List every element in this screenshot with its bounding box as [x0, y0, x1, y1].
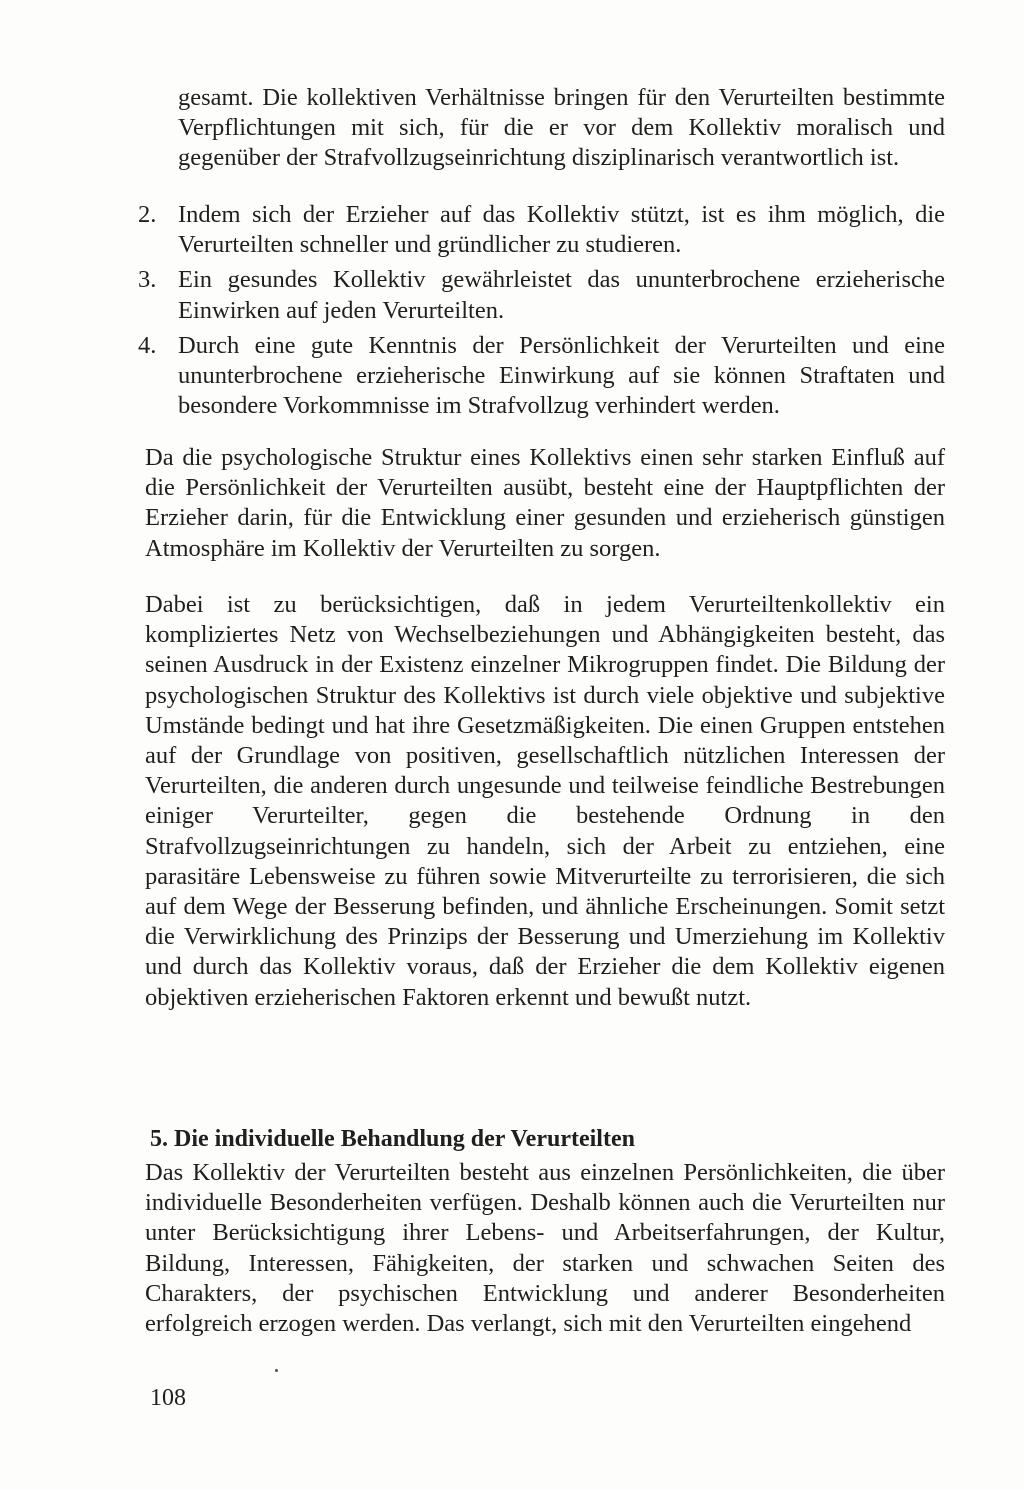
body-paragraph-3: Das Kollektiv der Verurteilten besteht aus einzelnen Persönlichkeiten, die über individuelle Besonderheiten verfügen. Deshalb können auch die Verurteilten nur unter Berücksichtigung ihrer Lebens- und Arbeitserfahrungen, der Kultur, Bildung, Interessen, Fähigkeiten, der starken und schwachen Seiten des Charakters, der psychischen Entwicklung und anderer Besonderheiten erfolgreich erzogen werden. Das verlangt, sich mit den Verurteilten eingehend — [145, 1159, 945, 1338]
section-heading: 5. Die individuelle Behandlung der Verurteilten — [150, 1125, 635, 1152]
page-number: 108 — [150, 1385, 186, 1411]
list-item — [138, 200, 945, 260]
intro-paragraph: gesamt. Die kollektiven Verhältnisse bringen für den Verurteilten bestimmte Verpflichtungen mit sich, für die er vor dem Kollektiv moralisch und gegenüber der Strafvollzugseinrichtung disziplinarisch verantwortlich ist. — [178, 84, 945, 172]
list-item-text: Ein gesundes Kollektiv gewährleistet das ununterbrochene erzieherische Einwirken auf jeden Verurteilten. — [178, 266, 945, 324]
list-item-number: 2. — [138, 201, 157, 228]
body-paragraph-1: Da die psychologische Struktur eines Kollektivs einen sehr starken Einfluß auf die Persönlichkeit der Verurteilten ausübt, besteht eine der Hauptpflichten der Erzieher darin, für die Entwicklung einer gesunden und erzieherisch günstigen Atmosphäre im Kollektiv der Verurteilten zu sorgen. — [145, 444, 945, 562]
list-item — [138, 265, 945, 325]
print-speck — [275, 1369, 278, 1372]
list-item-text: Durch eine gute Kenntnis der Persönlichkeit der Verurteilten und eine ununterbrochene erzieherische Einwirkung auf sie können Straftaten und besondere Vorkommnisse im Strafvollzug verhindert werden. — [178, 331, 945, 420]
list-item-number: 4. — [138, 331, 157, 359]
list-item-text: Indem sich der Erzieher auf das Kollektiv stützt, ist es ihm möglich, die Verurteilten schneller und gründlicher zu studieren. — [178, 201, 945, 259]
list-item-number: 3. — [138, 266, 157, 294]
body-paragraph-2: Dabei ist zu berücksichtigen, daß in jedem Verurteiltenkollektiv ein kompliziertes Netz von Wechselbeziehungen und Abhängigkeiten besteht, das seinen Ausdruck in der Existenz einzelner Mikrogruppen findet. Die Bildung der psychologischen Struktur des Kollektivs ist durch viele objektive und subjektive Umstände bedingt und hat ihre Gesetzmäßigkeiten. Die einen Gruppen entstehen auf der Grundlage von positiven, gesellschaftlich nützlichen Interessen der Verurteilten, die anderen durch ungesunde und teilweise feindliche Bestrebungen einiger Verurteilter, gegen die bestehende Ordnung in den Strafvollzugseinrichtungen zu handeln, sich der Arbeit zu entziehen, eine parasitäre Lebensweise zu führen sowie Mitverurteilte zu terrorisieren, die sich auf dem Wege der Besserung befinden, und ähnliche Erscheinungen. Somit setzt die Verwirklichung des Prinzips der Besserung und Umerziehung im Kollektiv und durch das Kollektiv voraus, daß der Erzieher die dem Kollektiv eigenen objektiven erzieherischen Faktoren erkennt und bewußt nutzt. — [145, 591, 945, 1011]
list-item — [138, 331, 945, 422]
numbered-list — [138, 200, 945, 426]
